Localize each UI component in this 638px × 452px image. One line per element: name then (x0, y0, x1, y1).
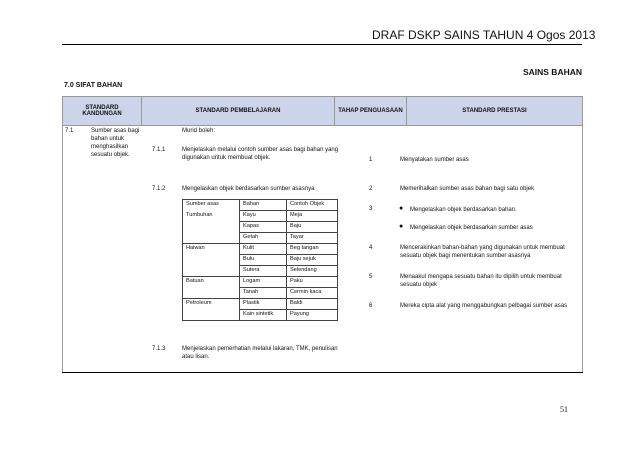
table-cell: Baju sejuk (287, 255, 338, 266)
table-row (183, 310, 338, 321)
table-cell: Batuan (183, 277, 240, 288)
tahap-level: 1 (369, 157, 373, 163)
pembelajaran-item-number: 7.1.1 (152, 147, 166, 153)
table-row (183, 200, 338, 211)
table-row (183, 233, 338, 244)
table-cell: Bulu (240, 255, 287, 266)
page-number: 51 (560, 405, 568, 414)
table-cell (183, 266, 240, 277)
table-cell: Kain sintetik (240, 310, 287, 321)
table-cell: Petroleum (183, 299, 240, 310)
table-cell (183, 288, 240, 299)
subject-title: SAINS BAHAN (522, 67, 582, 77)
sumber-asas-table (182, 199, 338, 321)
pembelajaran-item-text: Menjelaskan melalui contoh sumber asas bagi bahan yang digunakan untuk membuat objek. (182, 147, 339, 162)
table-row (183, 222, 338, 233)
section-title: 7.0 SIFAT BAHAN (64, 82, 123, 89)
kandungan-text: Sumber asas bagi bahan untuk menghasilkan sesuatu objek. (91, 128, 140, 159)
table-cell (183, 222, 240, 233)
bullet-icon: ● (399, 205, 404, 212)
table-row (183, 288, 338, 299)
bullet-icon: ● (399, 223, 404, 230)
prestasi-text: Mencerakinkan bahan-bahan yang digunakan untuk membuat sesuatu objek bagi menentukan sumber asasnya (400, 245, 565, 260)
tahap-level: 2 (369, 186, 373, 192)
table-row (183, 211, 338, 222)
table-cell: Sutera (240, 266, 287, 277)
header-tahap: TAHAP PENGUASAAN (335, 97, 407, 126)
table-cell (183, 233, 240, 244)
table-row (183, 255, 338, 266)
prestasi-text: Memerihalkan sumber asas bahan bagi satu objek (400, 186, 535, 192)
tahap-level: 6 (369, 303, 373, 309)
table-cell: Kapas (240, 222, 287, 233)
tahap-level: 4 (369, 245, 373, 251)
table-cell: Contoh Objek (287, 200, 338, 211)
prestasi-text: Menaakul mengapa sesuatu bahan itu dipilih untuk membuat sesuatu objek (400, 274, 562, 289)
table-row (183, 277, 338, 288)
table-cell: Plastik (240, 299, 287, 310)
prestasi-bullet-text: Mengelaskan objek berdasarkan bahan. (410, 207, 517, 213)
header-pembelajaran: STANDARD PEMBELAJARAN (142, 97, 335, 126)
table-cell: Kulit (240, 244, 287, 255)
table-cell: Sumber asas (183, 200, 240, 211)
header-prestasi: STANDARD PRESTASI (407, 97, 583, 126)
pembelajaran-item-number: 7.1.3 (152, 346, 166, 352)
header-kandungan: STANDARD KANDUNGAN (63, 97, 142, 126)
table-cell: Beg tangan (287, 244, 338, 255)
table-cell: Bahan (240, 200, 287, 211)
table-header-row (63, 97, 583, 126)
document-header-title: DRAF DSKP SAINS TAHUN 4 Ogos 2013 (372, 28, 596, 42)
header-divider (62, 44, 582, 45)
table-cell: Baju (287, 222, 338, 233)
table-cell: Baldi (287, 299, 338, 310)
pembelajaran-item-number: 7.1.2 (152, 186, 166, 192)
kandungan-number: 7.1 (65, 128, 74, 134)
pembelajaran-item-text: Menjelaskan pemerhatian melalui lakaran, TMK, penulisan atau lisan. (182, 346, 338, 361)
table-cell: Payung (287, 310, 338, 321)
table-row (183, 266, 338, 277)
table-cell: Tanah (240, 288, 287, 299)
table-cell: Haiwan (183, 244, 240, 255)
table-cell: Tayar (287, 233, 338, 244)
table-cell (183, 255, 240, 266)
table-cell: Paku (287, 277, 338, 288)
table-cell: Meja (287, 211, 338, 222)
prestasi-text: Mereka cipta alat yang menggabungkan pelbagai sumber asas (400, 303, 568, 309)
table-row (183, 244, 338, 255)
table-cell: Tumbuhan (183, 211, 240, 222)
table-cell: Cermin kaca (287, 288, 338, 299)
table-cell: Selendang (287, 266, 338, 277)
table-cell: Kayu (240, 211, 287, 222)
tahap-level: 5 (369, 274, 373, 280)
table-cell: Getah (240, 233, 287, 244)
pembelajaran-intro: Murid boleh: (182, 128, 216, 134)
table-cell: Logam (240, 277, 287, 288)
pembelajaran-item-text: Mengelaskan objek berdasarkan sumber asasnya (182, 186, 315, 192)
tahap-level: 3 (369, 206, 373, 212)
prestasi-bullet-text: Mengelaskan objek berdasarkan sumber asas (410, 225, 533, 231)
table-row (183, 299, 338, 310)
prestasi-text: Menyatakan sumber asas (400, 157, 469, 163)
table-cell (183, 310, 240, 321)
